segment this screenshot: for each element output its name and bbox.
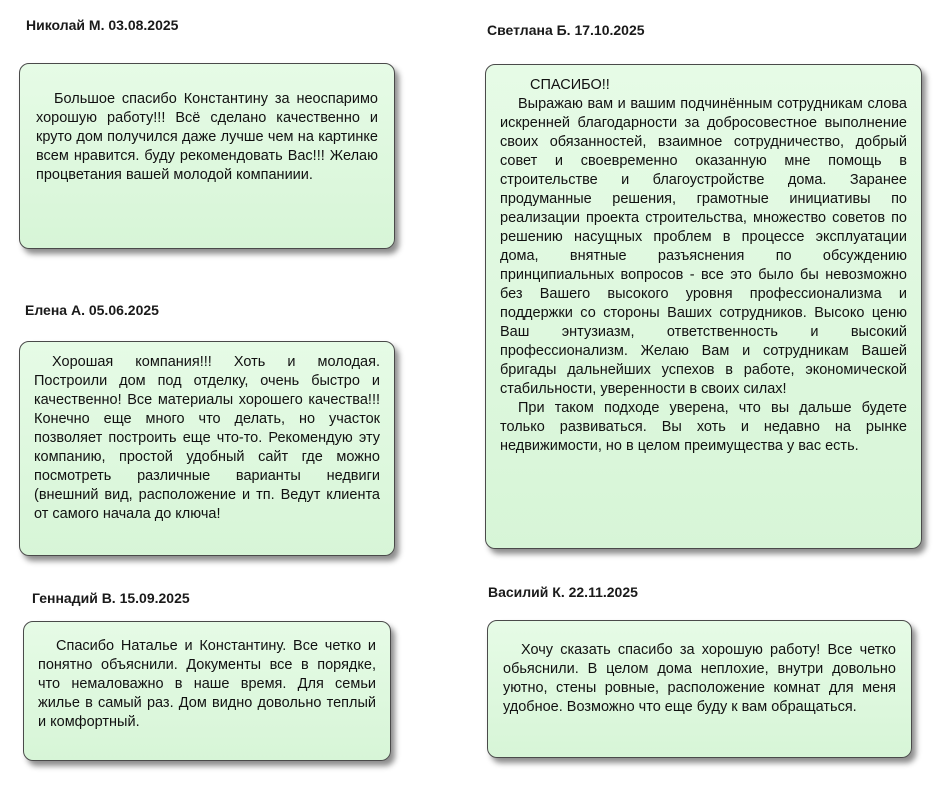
review-text: При таком подходе уверена, что вы дальше будете только развиваться. Вы хоть и недавно на рынке недвижимости, но в целом преимущества у вас есть.	[500, 400, 907, 454]
review-author: Светлана Б. 17.10.2025	[487, 22, 645, 38]
review-card	[23, 621, 391, 761]
review-text: Большое спасибо Константину за неоспаримо хорошую работу!!! Всё сделано качественно и круто дом получился даже лучше чем на картинке всем нравится. буду рекомендовать Вас!!! Желаю процветания вашей молодой компаниии.	[36, 91, 378, 183]
review-author: Геннадий В. 15.09.2025	[32, 590, 190, 606]
review-card	[19, 63, 395, 249]
review-card	[487, 620, 912, 758]
review-author: Николай М. 03.08.2025	[26, 17, 179, 33]
review-text: Выражаю вам и вашим подчинённым сотрудникам слова искренней благодарности за добросовестное выполнение своих обязанностей, взаимное сотрудничество, добрый совет и своевременно оказанную мне помощь в строительстве и благоустройстве дома. Заранее продуманные решения, грамотные инициативы по реализации проекта строительства, множество советов по решению насущных проблем в процессе эксплуатации дома, внятные разъяснения по обсуждению принципиальных вопросов - все это было бы невозможно без Вашего высокого уровня профессионализма и поддержки со стороны Ваших сотрудников. Высоко ценю Ваш энтузиазм, ответственность и высокий профессионализм. Желаю Вам и сотрудникам Вашей бригады дальнейших успехов в работе, экономической стабильности, уверенности в своих силах!	[500, 96, 907, 397]
review-card	[19, 341, 395, 556]
review-text: Хорошая компания!!! Хоть и молодая. Построили дом под отделку, очень быстро и качественно! Все материалы хорошего качества!!! Конечно еще много что делать, но участок позволяет построить еще что-то. Рекомендую эту компанию, простой удобный сайт где можно посмотреть различные варианты недвиги (внешний вид, расположение и тп. Ведут клиента от самого начала до ключа!	[34, 354, 380, 522]
review-card	[485, 64, 922, 549]
review-text: Спасибо Наталье и Константину. Все четко и понятно объяснили. Документы все в порядке, что немаловажно в наше время. Для семьи жилье в самый раз. Дом видно довольно теплый и комфортный.	[38, 638, 376, 730]
review-heading: СПАСИБО!!	[530, 77, 610, 93]
review-author: Василий К. 22.11.2025	[488, 584, 638, 600]
review-author: Елена А. 05.06.2025	[25, 302, 159, 318]
review-text: Хочу сказать спасибо за хорошую работу! Все четко обьяснили. В целом дома неплохие, внутри довольно уютно, стены ровные, расположение комнат для меня удобное. Возможно что еще буду к вам обращаться.	[503, 642, 896, 715]
